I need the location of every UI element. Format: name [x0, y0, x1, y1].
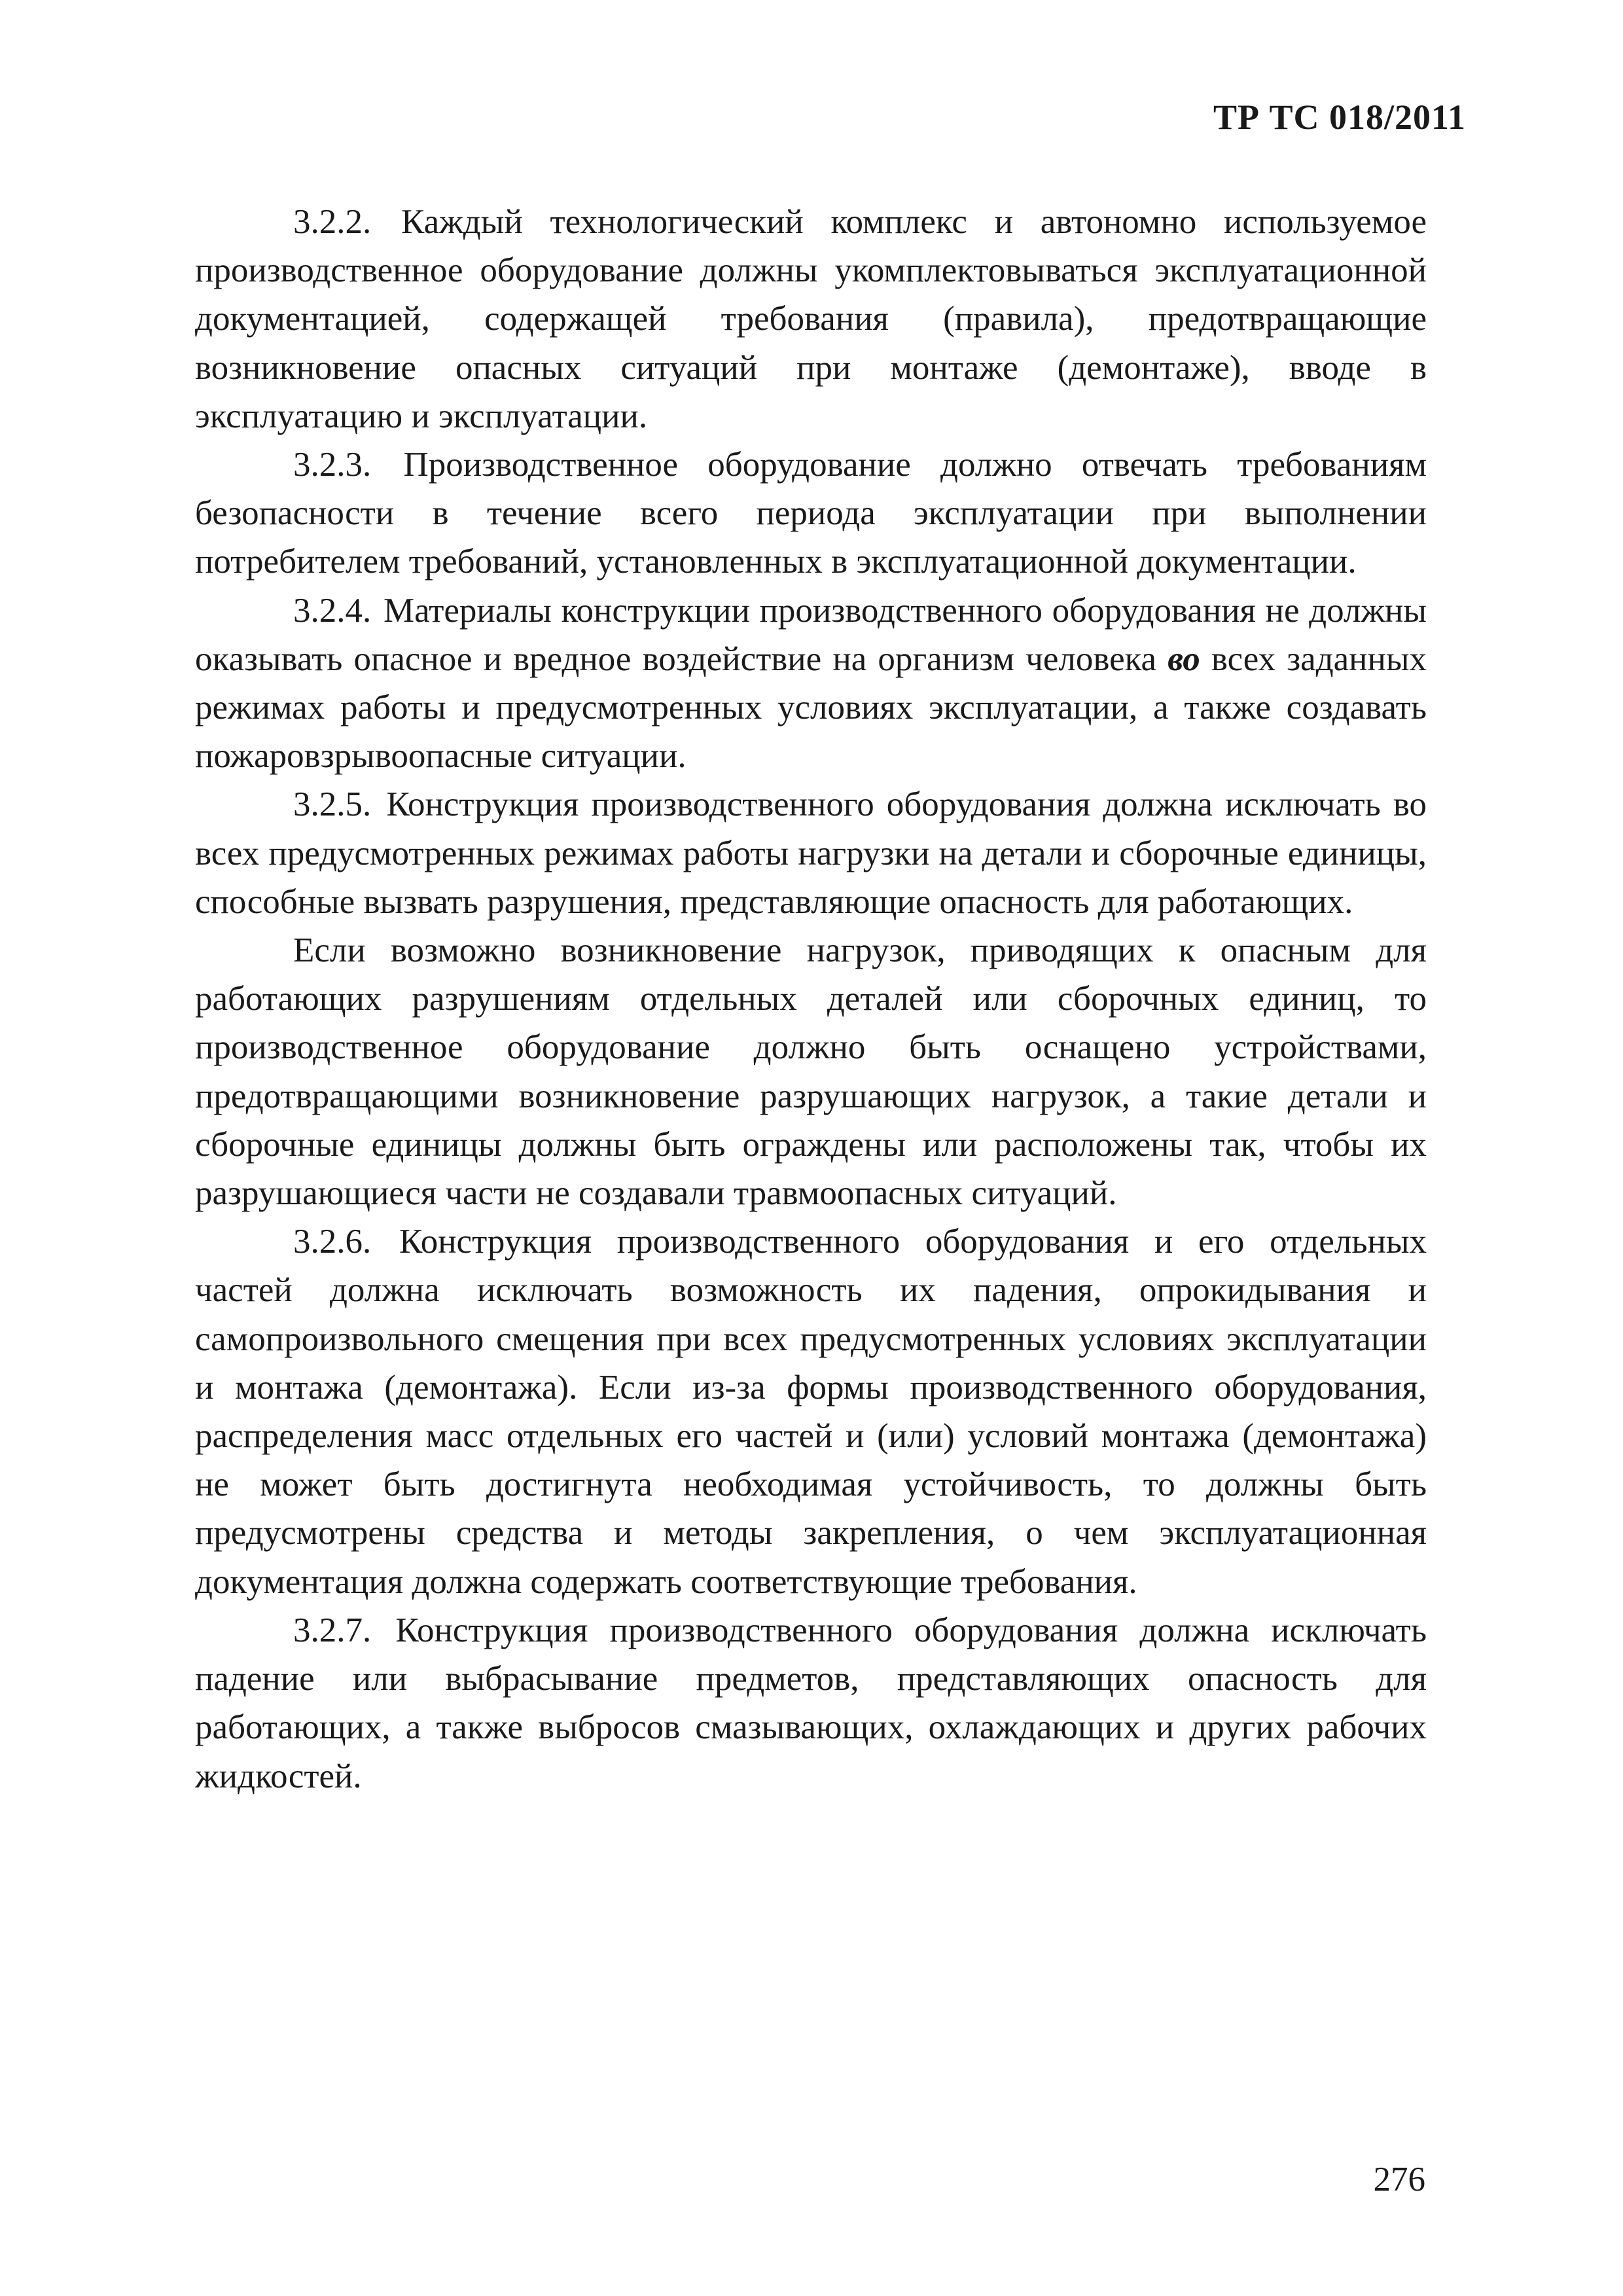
clause-text-before: Материалы конструкции производственного оборудования не должны оказывать опасное и вредное воздействие на организм человека	[195, 591, 1427, 678]
clause-text: Если возможно возникновение нагрузок, приводящих к опасным для работающих разрушениям отдельных деталей или сборочных единиц, то производственное оборудование должно быть оснащено устройствами, предотвращающими возникновение разрушающих нагрузок, а такие детали и сборочные единицы должны быть ограждены или расположены так, чтобы их разрушающиеся части не создавали травмоопасных ситуаций.	[195, 931, 1427, 1213]
clause-3-2-5-continuation	[195, 926, 1427, 1217]
clause-number: 3.2.2.	[293, 203, 372, 241]
clause-number: 3.2.6.	[293, 1223, 372, 1261]
clause-text-emphasis: во	[1168, 639, 1200, 678]
document-body	[195, 198, 1427, 1801]
clause-3-2-4	[195, 586, 1427, 781]
clause-3-2-5	[195, 780, 1427, 926]
clause-3-2-6	[195, 1217, 1427, 1606]
clause-text-after: всех заданных режимах работы и предусмотренных условиях эксплуатации, а также создавать пожаровзрывоопасные ситуации.	[195, 639, 1427, 776]
clause-number: 3.2.4.	[293, 591, 372, 630]
clause-3-2-7	[195, 1606, 1427, 1801]
clause-text: Конструкция производственного оборудования и его отдельных частей должна исключать возможность их падения, опрокидывания и самопроизвольного смещения при всех предусмотренных условиях эксплуатации и монтажа (демонтажа). Если из-за формы производственного оборудования, распределения масс отдельных его частей и (или) условий монтажа (демонтажа) не может быть достигнута необходимая устойчивость, то должны быть предусмотрены средства и методы закрепления, о чем эксплуатационная документация должна содержать соответствующие требования.	[195, 1223, 1427, 1601]
clause-3-2-3	[195, 440, 1427, 586]
clause-number: 3.2.5.	[293, 785, 372, 824]
clause-3-2-2	[195, 198, 1427, 440]
clause-text: Конструкция производственного оборудования должна исключать падение или выбрасывание предметов, представляющих опасность для работающих, а также выбросов смазывающих, охлаждающих и других рабочих жидкостей.	[195, 1611, 1427, 1795]
page-number: 276	[1373, 2161, 1425, 2198]
clause-text: Конструкция производственного оборудования должна исключать во всех предусмотренных режимах работы нагрузки на детали и сборочные единицы, способные вызвать разрушения, представляющие опасность для работающих.	[195, 785, 1427, 921]
clause-text: Каждый технологический комплекс и автономно используемое производственное оборудование должны укомплектовываться эксплуатационной документацией, содержащей требования (правила), предотвращающие возникновение опасных ситуаций при монтаже (демонтаже), вводе в эксплуатацию и эксплуатации.	[195, 203, 1427, 435]
clause-number: 3.2.3.	[293, 446, 372, 484]
clause-number: 3.2.7.	[293, 1611, 372, 1649]
document-code-header: ТР ТС 018/2011	[1213, 98, 1466, 137]
clause-text: Производственное оборудование должно отвечать требованиям безопасности в течение всего периода эксплуатации при выполнении потребителем требований, установленных в эксплуатационной документации.	[195, 446, 1427, 581]
